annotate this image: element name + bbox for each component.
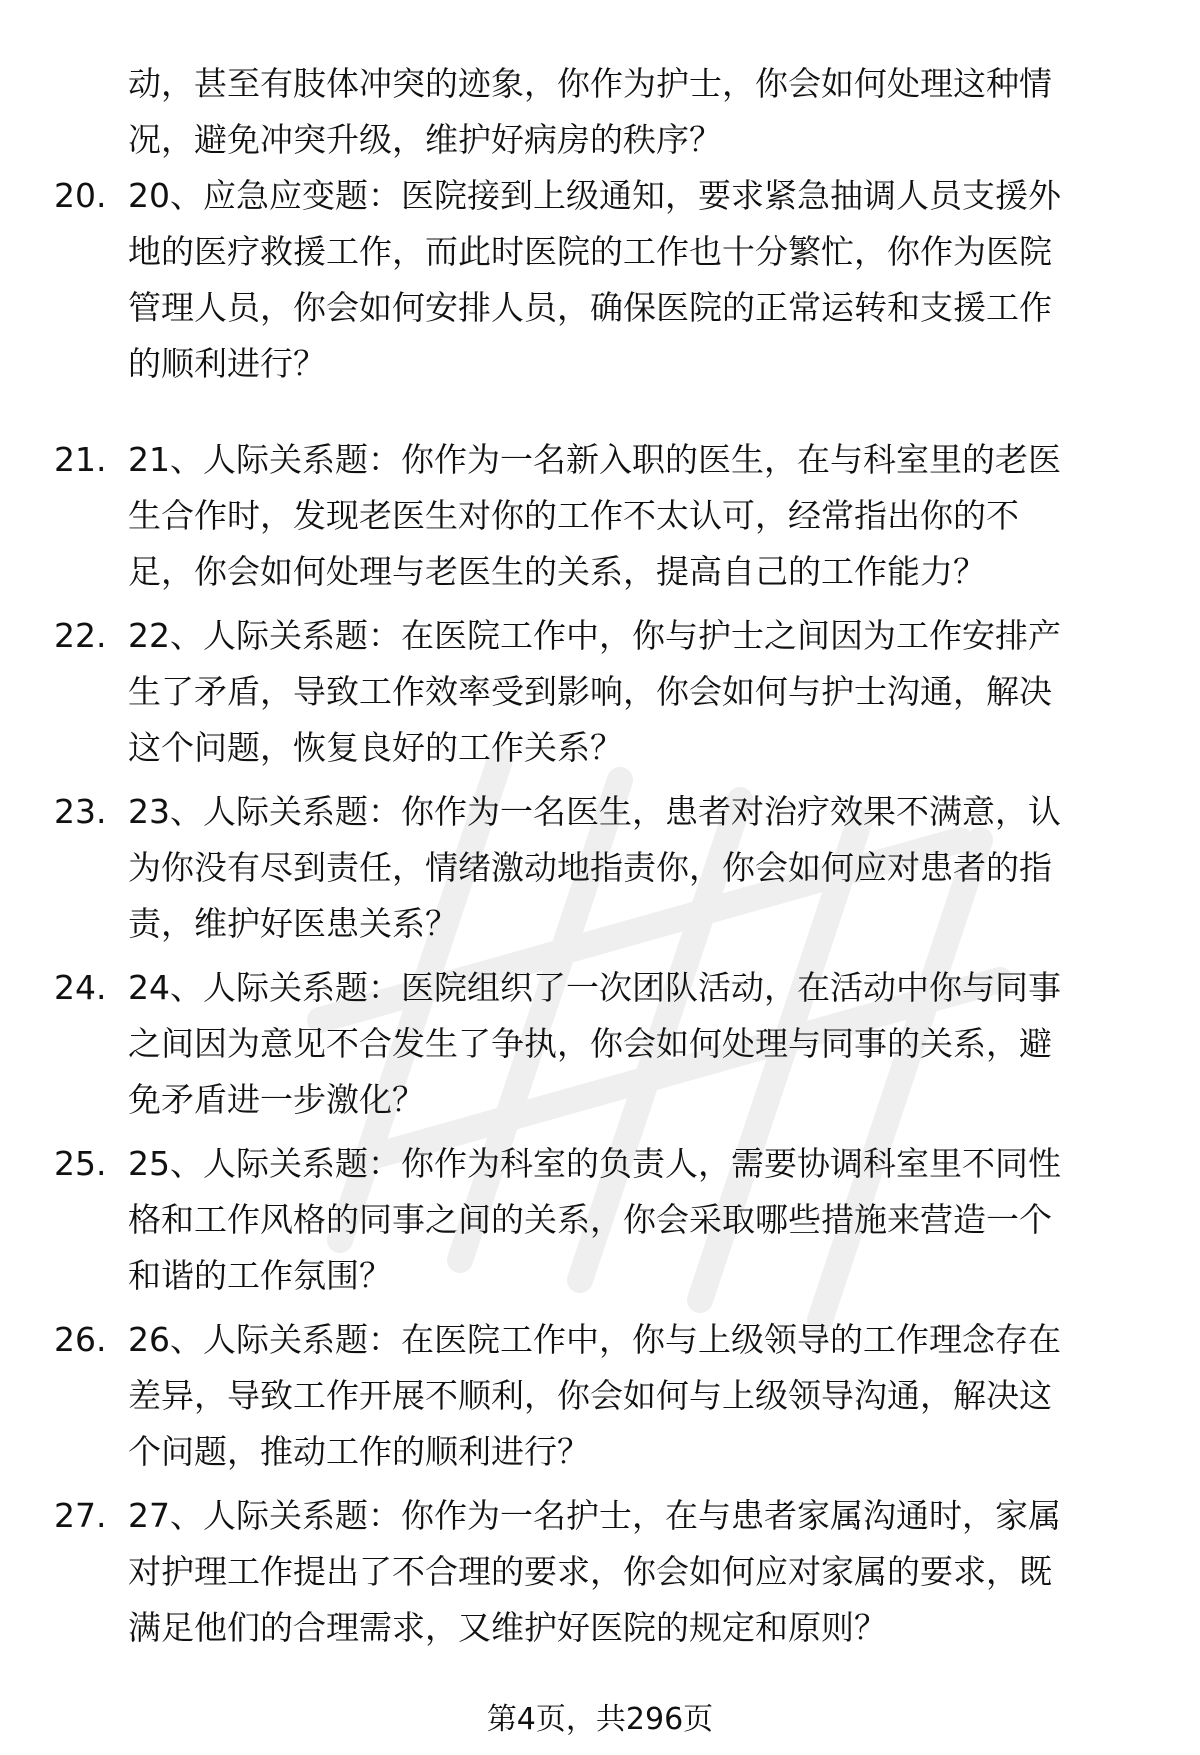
- text-line: 和谐的工作氛围？: [128, 1256, 392, 1295]
- text-line: 管理人员，你会如何安排人员，确保医院的正常运转和支援工作: [128, 288, 1052, 327]
- list-number: 22.: [54, 616, 107, 655]
- list-number: 20.: [54, 176, 107, 215]
- text-line: 21、人际关系题：你作为一名新入职的医生，在与科室里的老医: [128, 440, 1061, 479]
- question-text: [128, 1488, 1148, 1656]
- text-line: 差异，导致工作开展不顺利，你会如何与上级领导沟通，解决这: [128, 1376, 1052, 1415]
- list-number: 26.: [54, 1320, 107, 1359]
- text-line: 22、人际关系题：在医院工作中，你与护士之间因为工作安排产: [128, 616, 1061, 655]
- text-line: 20、应急应变题：医院接到上级通知，要求紧急抽调人员支援外: [128, 176, 1061, 215]
- question-text: [128, 1312, 1148, 1480]
- continuation-paragraph: [128, 56, 1148, 168]
- text-line: 格和工作风格的同事之间的关系，你会采取哪些措施来营造一个: [128, 1200, 1052, 1239]
- question-text: [128, 960, 1148, 1128]
- text-line: 况，避免冲突升级，维护好病房的秩序？: [128, 120, 722, 159]
- text-line: 个问题，推动工作的顺利进行？: [128, 1432, 590, 1471]
- list-number: 21.: [54, 440, 107, 479]
- list-number: 23.: [54, 792, 107, 831]
- text-line: 足，你会如何处理与老医生的关系，提高自己的工作能力？: [128, 552, 986, 591]
- text-line: 25、人际关系题：你作为科室的负责人，需要协调科室里不同性: [128, 1144, 1061, 1183]
- text-line: 动，甚至有肢体冲突的迹象，你作为护士，你会如何处理这种情: [128, 64, 1052, 103]
- text-line: 的顺利进行？: [128, 344, 326, 383]
- text-line: 这个问题，恢复良好的工作关系？: [128, 728, 623, 767]
- question-text: [128, 168, 1148, 392]
- question-text: [128, 432, 1148, 600]
- question-text: [128, 608, 1148, 776]
- page-number-footer: 第4页，共296页: [486, 1702, 714, 1737]
- list-number: 27.: [54, 1496, 107, 1535]
- text-line: 之间因为意见不合发生了争执，你会如何处理与同事的关系，避: [128, 1024, 1052, 1063]
- question-text: [128, 784, 1148, 952]
- text-line: 26、人际关系题：在医院工作中，你与上级领导的工作理念存在: [128, 1320, 1061, 1359]
- text-line: 为你没有尽到责任，情绪激动地指责你，你会如何应对患者的指: [128, 848, 1052, 887]
- text-line: 24、人际关系题：医院组织了一次团队活动，在活动中你与同事: [128, 968, 1061, 1007]
- text-line: 27、人际关系题：你作为一名护士，在与患者家属沟通时，家属: [128, 1496, 1061, 1535]
- list-number: 24.: [54, 968, 107, 1007]
- text-line: 生合作时，发现老医生对你的工作不太认可，经常指出你的不: [128, 496, 1019, 535]
- question-text: [128, 1136, 1148, 1304]
- text-line: 对护理工作提出了不合理的要求，你会如何应对家属的要求，既: [128, 1552, 1052, 1591]
- text-line: 责，维护好医患关系？: [128, 904, 458, 943]
- text-line: 23、人际关系题：你作为一名医生，患者对治疗效果不满意，认: [128, 792, 1061, 831]
- text-line: 地的医疗救援工作，而此时医院的工作也十分繁忙，你作为医院: [128, 232, 1052, 271]
- text-line: 生了矛盾，导致工作效率受到影响，你会如何与护士沟通，解决: [128, 672, 1052, 711]
- list-number: 25.: [54, 1144, 107, 1183]
- text-line: 免矛盾进一步激化？: [128, 1080, 425, 1119]
- text-line: 满足他们的合理需求，又维护好医院的规定和原则？: [128, 1608, 887, 1647]
